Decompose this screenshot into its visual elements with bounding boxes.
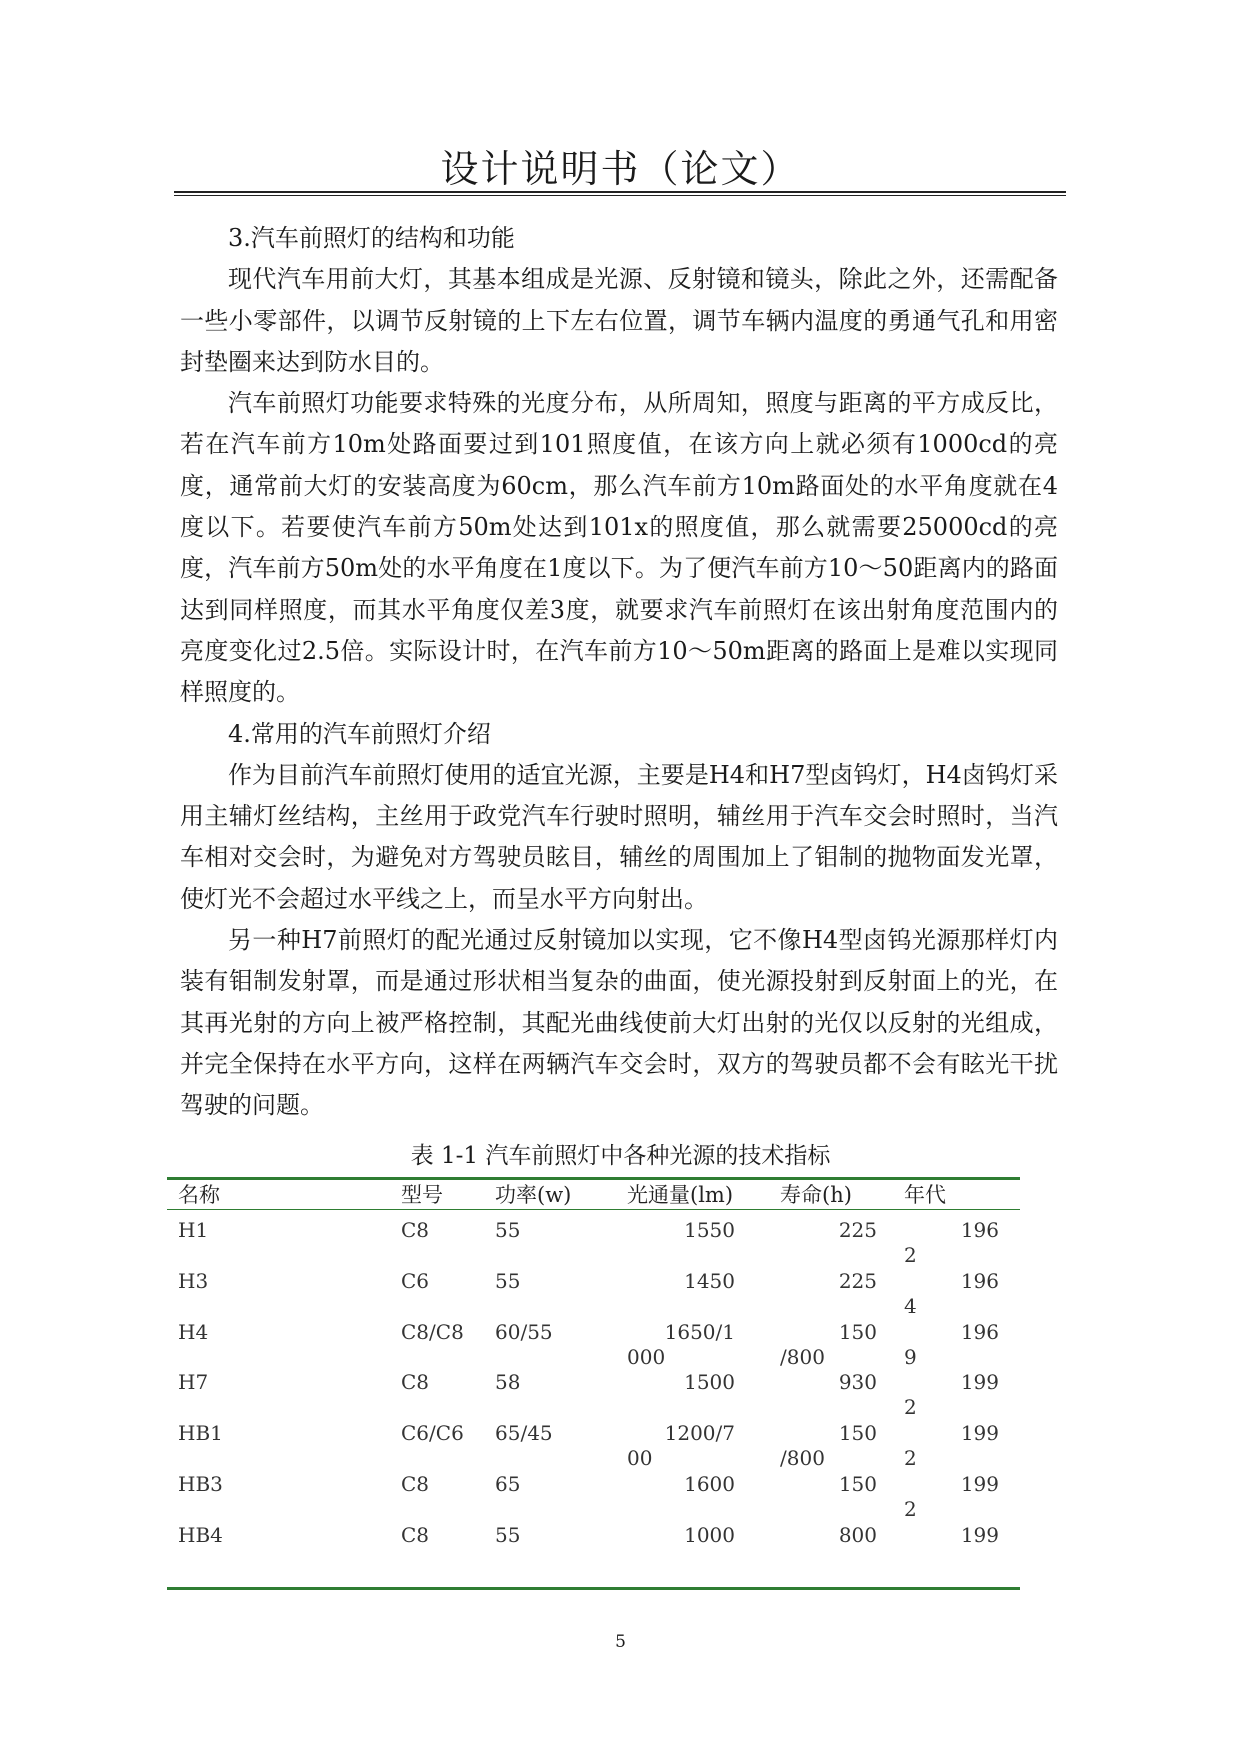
- table-cell-name: HB4: [178, 1522, 223, 1547]
- table-cell-life: 225: [838, 1218, 877, 1242]
- table-cell-year-wrap: 2: [904, 1497, 917, 1521]
- table-cell-flux: 1650/1: [664, 1319, 735, 1344]
- table-cell-name: H1: [178, 1218, 209, 1242]
- body-text: [180, 218, 1058, 1127]
- table-cell-name: H7: [178, 1370, 209, 1395]
- section-heading: 4.常用的汽车前照灯介绍: [228, 719, 491, 748]
- table-header-power: 功率(w): [495, 1183, 572, 1207]
- table-cell-year-wrap: 2: [904, 1446, 917, 1471]
- table-cell-life: 800: [838, 1522, 877, 1547]
- page-title: 设计说明书（论文）: [440, 147, 801, 191]
- table-header-life: 寿命(h): [780, 1183, 852, 1207]
- table-cell-life: 930: [838, 1370, 877, 1395]
- table-cell-year-wrap: 2: [904, 1243, 917, 1267]
- table-cell-model: C8: [401, 1522, 430, 1547]
- table-rule-header: [167, 1209, 1020, 1210]
- table-cell-flux: 1600: [684, 1472, 735, 1496]
- table-cell-power: 65: [495, 1472, 521, 1496]
- page-number: 5: [615, 1632, 626, 1652]
- table-cell-power: 55: [495, 1218, 521, 1242]
- paragraph: 汽车前照灯功能要求特殊的光度分布，从所周知，照度与距离的平方成反比，若在汽车前方10m处路面要过到101照度值，在该方向上就必须有1000cd的亮度，通常前大灯的安装高度为60cm，那么汽车前方10m路面处的水平角度就在4度以下。若要使汽车前方50m处达到101x的照度值，那么就需要25000cd的亮度，汽车前方50m处的水平角度在1度以下。为了便汽车前方10～50距离内的路面达到同样照度，而其水平角度仅差3度，就要求汽车前照灯在该出射角度范围内的亮度变化过2.5倍。实际设计时，在汽车前方10～50m距离的路面上是难以实现同样照度的。: [180, 389, 1058, 707]
- table-cell-model: C8: [401, 1370, 430, 1395]
- table-cell-flux: 1000: [684, 1522, 735, 1547]
- table-cell-year-wrap: 9: [904, 1344, 917, 1369]
- section-heading: 3.汽车前照灯的结构和功能: [228, 224, 515, 252]
- paragraph: 现代汽车用前大灯，其基本组成是光源、反射镜和镜头，除此之外，还需配备一些小零部件，以调节反射镜的上下左右位置，调节车辆内温度的勇通气孔和用密封垫圈来达到防水目的。: [180, 265, 1058, 376]
- table-cell-name: HB1: [178, 1421, 223, 1446]
- table-caption: 表 1-1 汽车前照灯中各种光源的技术指标: [410, 1143, 831, 1169]
- header-rule-thick: [174, 191, 1066, 193]
- table-cell-flux-wrap: 00: [627, 1446, 653, 1471]
- table-cell-flux: 1550: [684, 1218, 735, 1242]
- table-header-model: 型号: [401, 1183, 443, 1207]
- table-cell-year: 196: [960, 1319, 999, 1344]
- table-cell-life: 150: [838, 1472, 877, 1496]
- table-cell-model: C8: [401, 1472, 430, 1496]
- table-cell-name: H3: [178, 1268, 209, 1293]
- table-cell-power: 55: [495, 1522, 521, 1547]
- table-cell-name: H4: [178, 1319, 209, 1344]
- paragraph: 作为目前汽车前照灯使用的适宜光源，主要是H4和H7型卤钨灯，H4卤钨灯采用主辅灯丝结构，主丝用于政党汽车行驶时照明，辅丝用于汽车交会时照时，当汽车相对交会时，为避免对方驾驶员眩目，辅丝的周围加上了钼制的抛物面发光罩，使灯光不会超过水平线之上，而呈水平方向射出。: [180, 760, 1058, 913]
- table-cell-power: 65/45: [495, 1421, 553, 1446]
- table-cell-flux: 1200/7: [664, 1421, 735, 1446]
- table-header-flux: 光通量(lm): [627, 1183, 734, 1207]
- table-cell-power: 55: [495, 1268, 521, 1293]
- table-cell-year: 199: [960, 1370, 999, 1395]
- table-cell-life-wrap: /800: [780, 1446, 825, 1471]
- table-cell-model: C8/C8: [401, 1319, 464, 1344]
- table-cell-model: C8: [401, 1218, 430, 1242]
- table-cell-life: 225: [838, 1268, 877, 1293]
- table-cell-flux-wrap: 000: [627, 1344, 666, 1369]
- table-cell-year: 196: [960, 1218, 999, 1242]
- table-cell-year-wrap: 4: [904, 1293, 917, 1318]
- table-cell-power: 60/55: [495, 1319, 553, 1344]
- paragraph: 另一种H7前照灯的配光通过反射镜加以实现，它不像H4型卤钨光源那样灯内装有钼制发射罩，而是通过形状相当复杂的曲面，使光源投射到反射面上的光，在其再光射的方向上被严格控制，其配光曲线使前大灯出射的光仅以反射的光组成，并完全保持在水平方向，这样在两辆汽车交会时，双方的驾驶员都不会有眩光干扰驾驶的问题。: [180, 926, 1058, 1120]
- table-header-year: 年代: [904, 1183, 946, 1207]
- header-rule-thin: [174, 195, 1066, 196]
- table-cell-year: 199: [960, 1421, 999, 1446]
- table-cell-flux: 1450: [684, 1268, 735, 1293]
- table-cell-life: 150: [838, 1319, 877, 1344]
- table-cell-flux: 1500: [684, 1370, 735, 1395]
- table-cell-year: 199: [960, 1472, 999, 1496]
- table-cell-life-wrap: /800: [780, 1344, 825, 1369]
- table-cell-model: C6/C6: [401, 1421, 464, 1446]
- table-cell-power: 58: [495, 1370, 521, 1395]
- table-header-name: 名称: [178, 1183, 220, 1207]
- table-rule-bottom: [167, 1587, 1020, 1590]
- table-cell-year-wrap: 2: [904, 1395, 917, 1420]
- table-cell-year: 196: [960, 1268, 999, 1293]
- table-cell-name: HB3: [178, 1472, 223, 1496]
- table-cell-model: C6: [401, 1268, 430, 1293]
- table-rule-top: [167, 1177, 1020, 1180]
- table-cell-life: 150: [838, 1421, 877, 1446]
- table-cell-year: 199: [960, 1522, 999, 1547]
